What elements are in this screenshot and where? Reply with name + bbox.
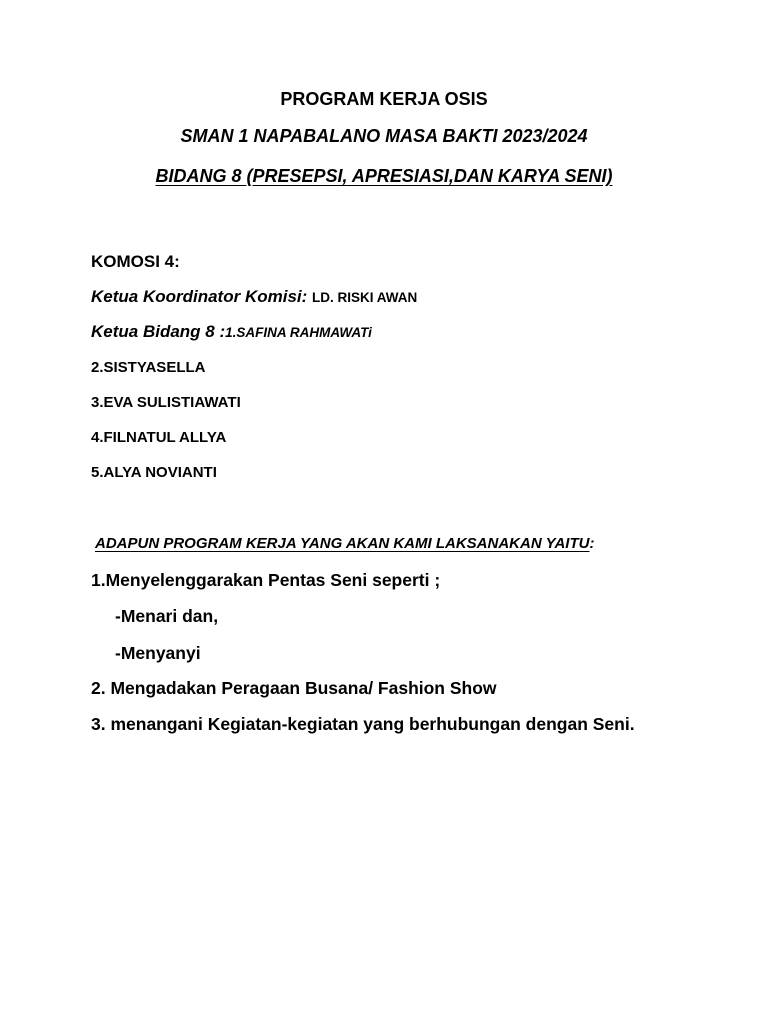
program-item: 1.Menyelenggarakan Pentas Seni seperti ; <box>91 570 441 590</box>
member-item: 5.ALYA NOVIANTI <box>91 464 217 481</box>
member-item: 2.SISTYASELLA <box>91 359 206 376</box>
school-period-title: SMAN 1 NAPABALANO MASA BAKTI 2023/2024 <box>180 126 588 146</box>
program-subitem: -Menari dan, <box>115 606 219 626</box>
division-title: BIDANG 8 (PRESEPSI, APRESIASI,DAN KARYA SENI) <box>155 166 613 186</box>
member-item: 3.EVA SULISTIAWATI <box>91 394 241 411</box>
chair-label: Ketua Bidang 8 : <box>91 322 226 341</box>
coordinator-line <box>91 288 417 305</box>
commission-heading: KOMOSI 4: <box>91 252 180 271</box>
document-title: PROGRAM KERJA OSIS <box>280 89 488 109</box>
program-item: 2. Mengadakan Peragaan Busana/ Fashion Show <box>91 678 497 698</box>
program-intro-line <box>95 536 594 551</box>
program-item: 3. menangani Kegiatan-kegiatan yang berhubungan dengan Seni. <box>91 714 635 734</box>
coordinator-name: LD. RISKI AWAN <box>312 290 418 305</box>
program-subitem: -Menyanyi <box>115 643 201 663</box>
chair-name: 1.SAFINA RAHMAWATi <box>225 325 372 340</box>
program-intro: ADAPUN PROGRAM KERJA YANG AKAN KAMI LAKSANAKAN YAITU <box>95 535 590 552</box>
program-intro-colon: : <box>589 535 595 552</box>
coordinator-label: Ketua Koordinator Komisi: <box>91 287 313 306</box>
member-item: 4.FILNATUL ALLYA <box>91 429 227 446</box>
chair-line <box>91 323 372 340</box>
